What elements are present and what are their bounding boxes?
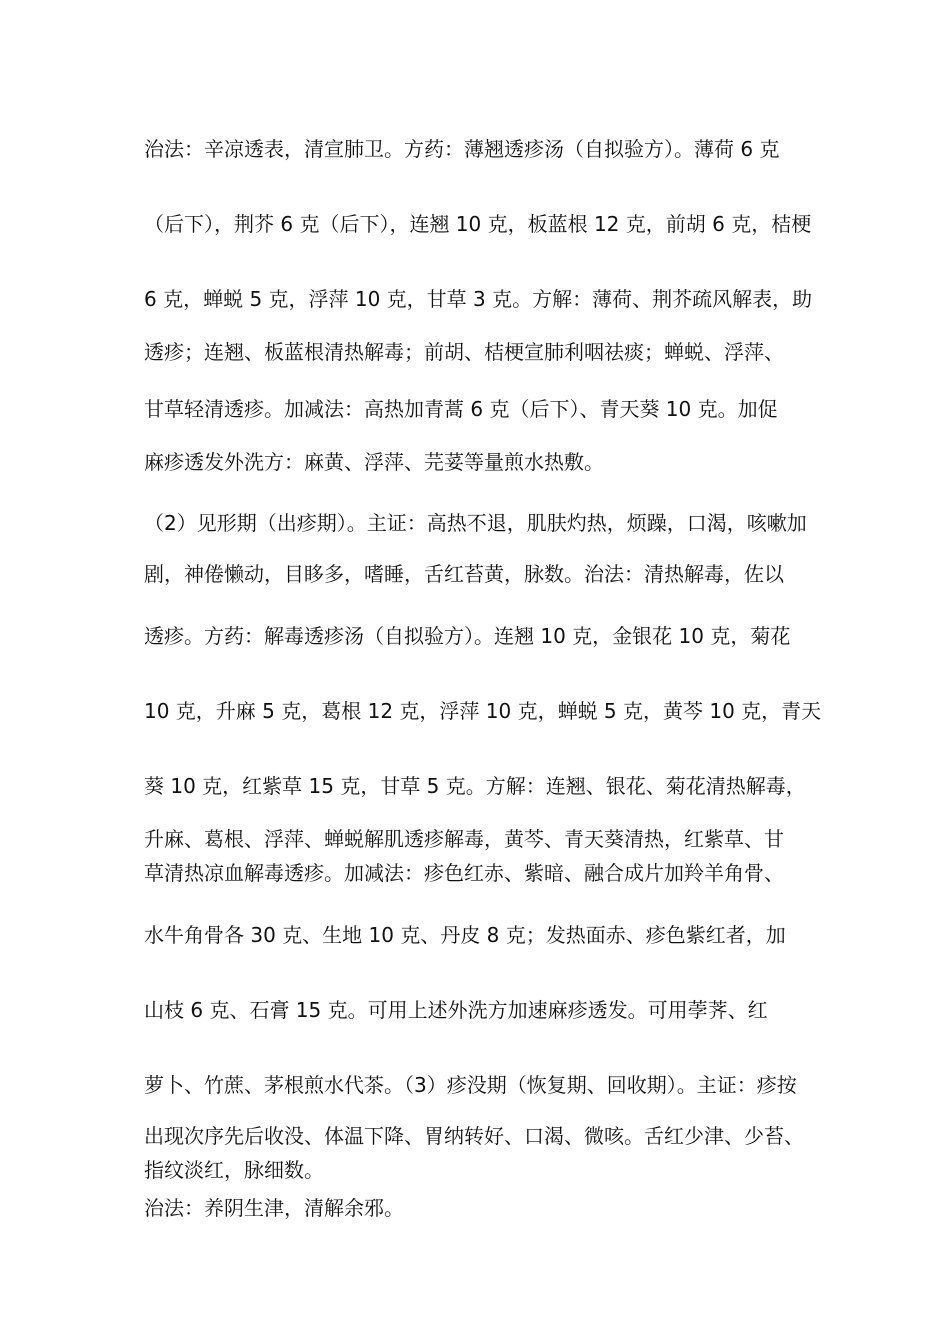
text-line: 剧，神倦懒动，目眵多，嗜睡，舌红苔黄，脉数。治法：清热解毒，佐以 <box>144 562 784 586</box>
text-line: 甘草轻清透疹。加减法：高热加青蒿 6 克（后下）、青天葵 10 克。加促 <box>144 397 778 421</box>
text-line: 治法：养阴生津，清解余邪。 <box>144 1196 404 1220</box>
text-line: 葵 10 克，红紫草 15 克，甘草 5 克。方解：连翘、银花、菊花清热解毒， <box>144 774 806 798</box>
text-line: 出现次序先后收没、体温下降、胃纳转好、口渴、微咳。舌红少津、少苔、 <box>144 1124 804 1148</box>
text-line: 山枝 6 克、石膏 15 克。可用上述外洗方加速麻疹透发。可用荸荠、红 <box>144 998 768 1022</box>
text-line: 指纹淡红，脉细数。 <box>144 1158 324 1182</box>
text-line: 麻疹透发外洗方：麻黄、浮萍、芫荽等量煎水热敷。 <box>144 450 604 474</box>
text-line: 草清热凉血解毒透疹。加减法：疹色红赤、紫暗、融合成片加羚羊角骨、 <box>144 861 784 885</box>
text-line: 6 克，蝉蜕 5 克，浮萍 10 克，甘草 3 克。方解：薄荷、荆芥疏风解表，助 <box>144 287 813 311</box>
text-line: 10 克，升麻 5 克，葛根 12 克，浮萍 10 克，蝉蜕 5 克，黄芩 10 克，青天 <box>144 699 822 723</box>
text-line: 透疹；连翘、板蓝根清热解毒；前胡、桔梗宣肺利咽祛痰；蝉蜕、浮萍、 <box>144 340 784 364</box>
text-line: 升麻、葛根、浮萍、蝉蜕解肌透疹解毒，黄芩、青天葵清热，红紫草、甘 <box>144 827 784 851</box>
text-line: （2）见形期（出疹期）。主证：高热不退，肌肤灼热，烦躁，口渴，咳嗽加 <box>144 511 807 535</box>
text-line: 水牛角骨各 30 克、生地 10 克、丹皮 8 克；发热面赤、疹色紫红者，加 <box>144 923 786 947</box>
text-line: 治法：辛凉透表，清宣肺卫。方药：薄翘透疹汤（自拟验方）。薄荷 6 克 <box>144 137 780 161</box>
text-line: 透疹。方药：解毒透疹汤（自拟验方）。连翘 10 克，金银花 10 克，菊花 <box>144 624 791 648</box>
text-line: （后下），荆芥 6 克（后下），连翘 10 克，板蓝根 12 克，前胡 6 克，桔梗 <box>144 212 812 236</box>
text-line: 萝卜、竹蔗、茅根煎水代茶。（3）疹没期（恢复期、回收期）。主证：疹按 <box>144 1073 797 1097</box>
